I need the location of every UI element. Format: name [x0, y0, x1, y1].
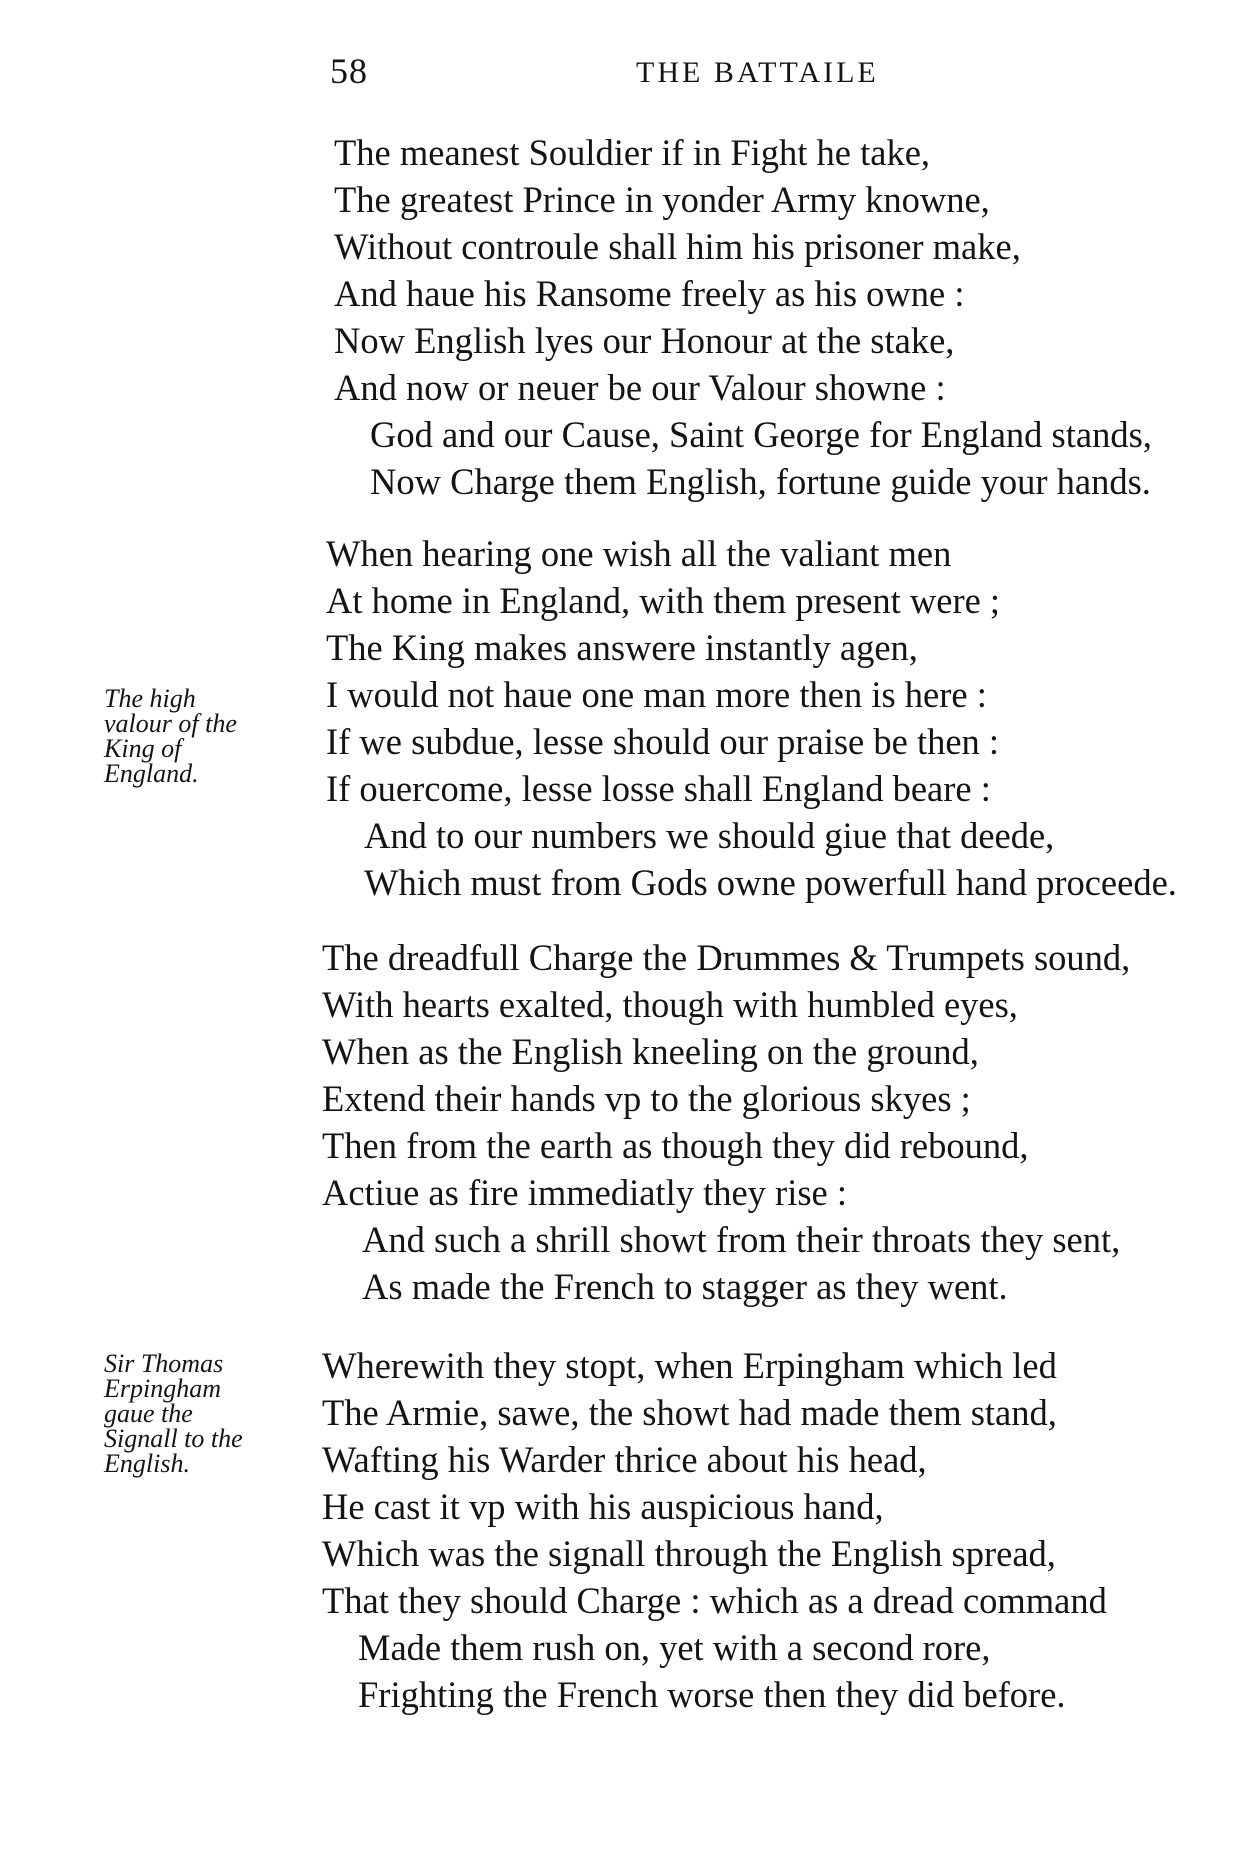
margin-note-line: King of [104, 734, 182, 763]
verse-line: Then from the earth as though they did rebound, [322, 1125, 1029, 1166]
margin-note-line: England. [104, 759, 199, 788]
margin-note-line: gaue the [104, 1399, 193, 1428]
margin-note [104, 686, 237, 786]
margin-note-line: Erpingham [104, 1374, 221, 1403]
verse-line: And now or neuer be our Valour showne : [334, 367, 946, 408]
margin-note [104, 1351, 243, 1476]
verse-line: Made them rush on, yet with a second rore, [358, 1627, 991, 1668]
margin-note-line: English. [104, 1449, 190, 1478]
verse-line: With hearts exalted, though with humbled eyes, [322, 984, 1018, 1025]
verse-line: The greatest Prince in yonder Army knowne, [334, 179, 990, 220]
verse-line: That they should Charge : which as a dread command [322, 1580, 1107, 1621]
verse-line: If we subdue, lesse should our praise be then : [326, 721, 1000, 762]
verse-line: God and our Cause, Saint George for England stands, [370, 414, 1152, 455]
margin-note-line: The high [104, 684, 196, 713]
verse-line: The meanest Souldier if in Fight he take, [334, 132, 931, 173]
verse-line: And haue his Ransome freely as his owne : [334, 273, 965, 314]
page-number: 58 [330, 51, 368, 91]
verse-line: Now English lyes our Honour at the stake, [334, 320, 955, 361]
verse-line: And to our numbers we should giue that deede, [364, 815, 1055, 856]
verse-line: And such a shrill showt from their throats they sent, [362, 1219, 1121, 1260]
margin-note-line: valour of the [104, 709, 237, 738]
verse-line: Now Charge them English, fortune guide your hands. [370, 461, 1151, 502]
verse-line: When hearing one wish all the valiant men [326, 533, 952, 574]
verse-line: Frighting the French worse then they did before. [358, 1674, 1066, 1715]
margin-note-line: Sir Thomas [104, 1349, 224, 1378]
verse-line: Which must from Gods owne powerfull hand proceede. [364, 862, 1177, 903]
verse-line: Actiue as fire immediatly they rise : [322, 1172, 848, 1213]
page-header [0, 50, 1244, 100]
verse-line: Extend their hands vp to the glorious skyes ; [322, 1078, 971, 1119]
verse-line: At home in England, with them present were ; [326, 580, 1001, 621]
verse-line: When as the English kneeling on the ground, [322, 1031, 979, 1072]
running-head: THE BATTAILE [636, 56, 879, 89]
verse-line: The dreadfull Charge the Drummes & Trumpets sound, [322, 937, 1131, 978]
verse-line: The King makes answere instantly agen, [326, 627, 918, 668]
verse-line: Without controule shall him his prisoner make, [334, 226, 1021, 267]
verse-line: If ouercome, lesse losse shall England beare : [326, 768, 991, 809]
verse-line: The Armie, sawe, the showt had made them stand, [322, 1392, 1057, 1433]
verse-line: Which was the signall through the English spread, [322, 1533, 1056, 1574]
verse-line: Wherewith they stopt, when Erpingham which led [322, 1345, 1057, 1386]
verse-line: I would not haue one man more then is here : [326, 674, 987, 715]
verse-line: Wafting his Warder thrice about his head, [322, 1439, 927, 1480]
verse-line: He cast it vp with his auspicious hand, [322, 1486, 884, 1527]
margin-note-line: Signall to the [104, 1424, 243, 1453]
verse-line: As made the French to stagger as they went. [362, 1266, 1008, 1307]
